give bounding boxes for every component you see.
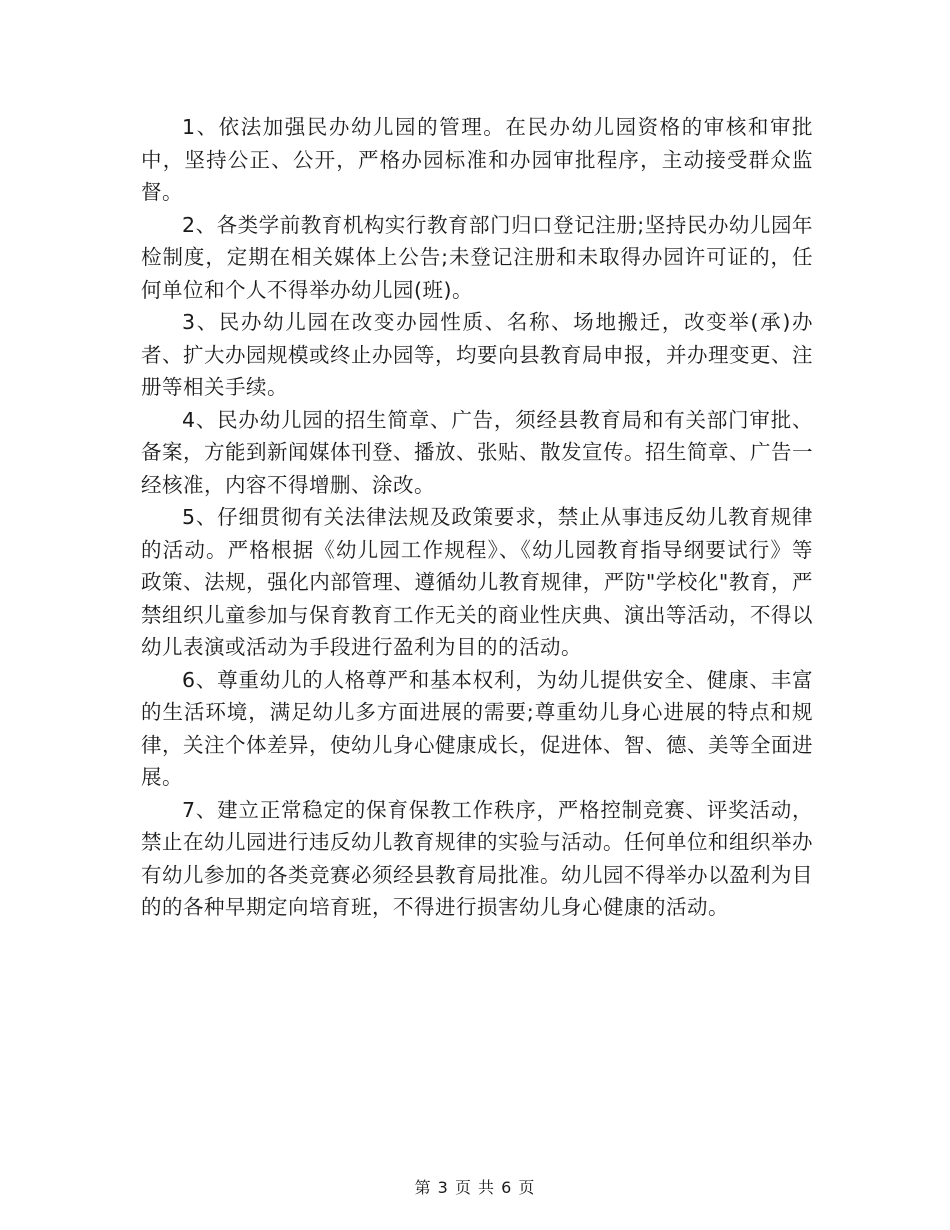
paragraph-3: 3、民办幼儿园在改变办园性质、名称、场地搬迁，改变举(承)办者、扩大办园规模或终止办园等，均要向县教育局申报，并办理变更、注册等相关手续。 xyxy=(141,310,813,399)
paragraph-5: 5、仔细贯彻有关法律法规及政策要求，禁止从事违反幼儿教育规律的活动。严格根据《幼儿园工作规程》、《幼儿园教育指导纲要试行》等政策、法规，强化内部管理、遵循幼儿教育规律，严防"学校化"教育，严禁组织儿童参加与保育教育工作无关的商业性庆典、演出等活动，不得以幼儿表演或活动为手段进行盈利为目的的活动。 xyxy=(141,505,813,659)
page-number-footer: 第 3 页 共 6 页 xyxy=(414,1178,536,1197)
paragraph-7: 7、建立正常稳定的保育保教工作秩序，严格控制竞赛、评奖活动，禁止在幼儿园进行违反幼儿教育规律的实验与活动。任何单位和组织举办有幼儿参加的各类竞赛必须经县教育局批准。幼儿园不得举办以盈利为目的的各种早期定向培育班，不得进行损害幼儿身心健康的活动。 xyxy=(141,797,813,919)
paragraph-1: 1、依法加强民办幼儿园的管理。在民办幼儿园资格的审核和审批中，坚持公正、公开，严格办园标准和办园审批程序，主动接受群众监督。 xyxy=(141,115,813,204)
document-body xyxy=(141,111,813,924)
paragraph-2: 2、各类学前教育机构实行教育部门归口登记注册;坚持民办幼儿园年检制度，定期在相关媒体上公告;未登记注册和未取得办园许可证的，任何单位和个人不得举办幼儿园(班)。 xyxy=(141,212,813,302)
paragraph-6: 6、尊重幼儿的人格尊严和基本权利，为幼儿提供安全、健康、丰富的生活环境，满足幼儿多方面进展的需要;尊重幼儿身心进展的特点和规律，关注个体差异，使幼儿身心健康成长，促进体、智、德、美等全面进展。 xyxy=(141,667,813,789)
paragraph-4: 4、民办幼儿园的招生简章、广告，须经县教育局和有关部门审批、备案，方能到新闻媒体刊登、播放、张贴、散发宣传。招生简章、广告一经核准，内容不得增删、涂改。 xyxy=(141,407,813,497)
